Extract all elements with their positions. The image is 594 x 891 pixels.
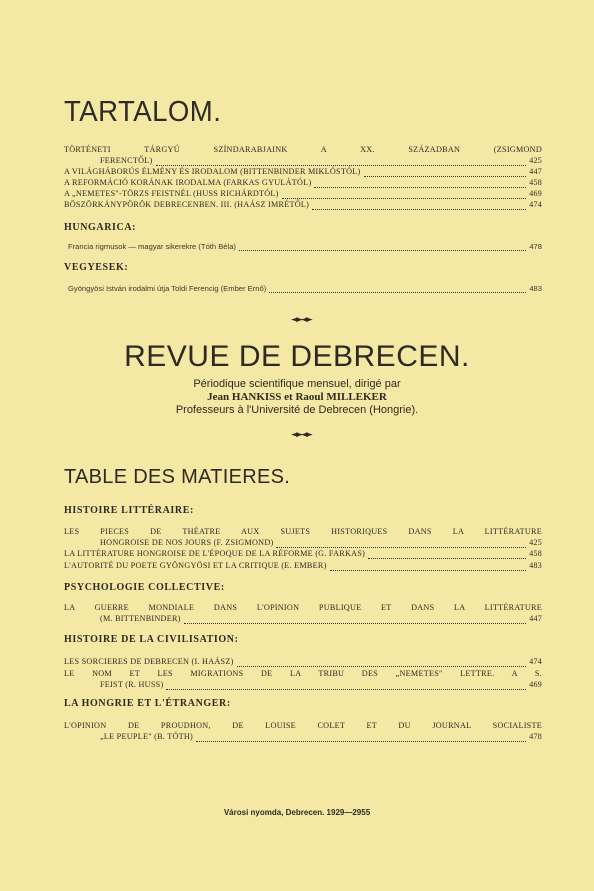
table-entry-3 xyxy=(64,560,542,571)
table-entry-text: L'AUTORITÉ DU POETE GYÖNGYÖSI ET LA CRITIQUE (E. EMBER) xyxy=(64,561,327,570)
dot-leader xyxy=(314,180,526,188)
dot-leader xyxy=(312,202,526,210)
table-entry-4 xyxy=(64,602,542,624)
page-number: 458 xyxy=(529,549,542,558)
dot-leader xyxy=(276,540,526,548)
dot-leader xyxy=(368,551,526,559)
table-entry-6 xyxy=(64,668,542,690)
section-heading-hongrie-etranger: LA HONGRIE ET L'ÉTRANGER: xyxy=(64,698,231,709)
page-number: 447 xyxy=(529,614,542,623)
table-entry-text-cont: „LE PEUPLE" (B. TÓTH) xyxy=(100,732,194,741)
dot-leader xyxy=(184,616,527,624)
revue-editors xyxy=(0,391,594,404)
revue-affiliation: Professeurs à l'Université de Debrecen (Hongrie). xyxy=(175,404,419,416)
dot-leader xyxy=(269,286,526,293)
page-number: 474 xyxy=(529,657,542,666)
page-number: 425 xyxy=(529,538,542,547)
section-heading-histoire-litteraire: HISTOIRE LITTÉRAIRE: xyxy=(64,505,194,516)
table-entry-5 xyxy=(64,656,542,667)
page-number: 478 xyxy=(529,732,542,741)
dot-leader xyxy=(196,734,526,742)
page-number: 469 xyxy=(529,680,542,689)
toc-entry-5 xyxy=(64,199,542,210)
page-number: 469 xyxy=(529,189,542,198)
section-heading-hungarica: HUNGARICA: xyxy=(64,222,137,233)
toc-entry-3 xyxy=(64,177,542,188)
printer-imprint: Városi nyomda, Debrecen. 1929—2955 xyxy=(223,808,371,817)
editors-names: Jean HANKISS et Raoul MILLEKER xyxy=(207,391,387,403)
toc-entry-text-cont: FERENCTŐL) xyxy=(100,156,153,165)
vegyesek-entry xyxy=(68,284,542,293)
table-entry-text: LA GUERRE MONDIALE DANS L'OPINION PUBLIQUE ET DANS LA LITTÉRATURE xyxy=(64,603,542,612)
toc-entry-4 xyxy=(64,188,542,199)
table-entry-text-cont: (M. BITTENBINDER) xyxy=(100,614,181,623)
dot-leader xyxy=(239,244,526,251)
section-heading-civilisation: HISTOIRE DE LA CIVILISATION: xyxy=(64,634,239,645)
table-entry-2 xyxy=(64,548,542,559)
table-entry-text: L'OPINION DE PROUDHON, DE LOUISE COLET ET DU JOURNAL SOCIALISTE xyxy=(64,721,542,730)
section-heading-vegyesek: VEGYESEK: xyxy=(64,262,129,273)
page-number: 483 xyxy=(529,561,542,570)
dot-leader xyxy=(364,169,527,177)
ornament-divider-2: ◄►◄► xyxy=(291,430,311,440)
toc-entry-text: BÖSZÖRKÁNYPÖRÖK DEBRECENBEN. III. (HAÁSZ IMRÉTŐL) xyxy=(64,200,310,209)
dot-leader xyxy=(237,659,527,667)
toc-entry-text: Francia rigmusok — magyar sikerekre (Tóth Béla) xyxy=(68,242,236,251)
hungarica-entry xyxy=(68,242,542,251)
table-entry-text: LES SORCIERES DE DEBRECEN (I. HAÁSZ) xyxy=(64,657,234,666)
toc-entry-text: A VILÁGHÁBORÚS ÉLMÉNY ÉS IRODALOM (BITTENBINDER MIKLÓSTÓL) xyxy=(64,167,361,176)
page-number: 425 xyxy=(529,156,542,165)
dot-leader xyxy=(282,191,527,199)
dot-leader xyxy=(166,682,526,690)
table-entry-1 xyxy=(64,526,542,548)
tartalom-title: TARTALOM. xyxy=(64,96,222,128)
toc-entry-text: TÖRTÉNETI TÁRGYÚ SZÍNDARABJAINK A XX. SZÁZADBAN (ZSIGMOND xyxy=(64,145,542,154)
table-entry-text-cont: HONGROISE DE NOS JOURS (F. ZSIGMOND) xyxy=(100,538,274,547)
table-entry-text: LA LITTÉRATURE HONGROISE DE L'ÉPOQUE DE LA RÉFORME (G. FARKAS) xyxy=(64,549,366,558)
page-number: 478 xyxy=(529,242,542,251)
toc-entry-text: Gyöngyösi István irodalmi útja Toldi Ferencig (Ember Ernő) xyxy=(68,284,267,293)
table-entry-text-cont: FEIST (R. HUSS) xyxy=(100,680,164,689)
table-des-matieres-title: TABLE DES MATIERES. xyxy=(64,466,291,488)
toc-entry-text: A „NEMETES"-TÖRZS FEISTNÉL (HUSS RICHÁRDTÓL) xyxy=(64,189,279,198)
page-number: 458 xyxy=(529,178,542,187)
table-entry-text: LE NOM ET LES MIGRATIONS DE LA TRIBU DES „NEMETES" LETTRE. A S. xyxy=(64,669,542,678)
revue-description: Périodique scientifique mensuel, dirigé par xyxy=(193,378,401,390)
ornament-divider: ◄►◄► xyxy=(291,315,311,325)
page-number: 483 xyxy=(529,284,542,293)
table-entry-text: LES PIECES DE THÉATRE AUX SUJETS HISTORIQUES DANS LA LITTÉRATURE xyxy=(64,527,542,536)
revue-title: REVUE DE DEBRECEN. xyxy=(124,340,470,373)
toc-entry-text: A REFORMÁCIÓ KORÁNAK IRODALMA (FARKAS GYULÁTÓL) xyxy=(64,178,312,187)
toc-entry-1 xyxy=(64,144,542,166)
table-entry-7 xyxy=(64,720,542,742)
page-number: 474 xyxy=(529,200,542,209)
section-heading-psychologie: PSYCHOLOGIE COLLECTIVE: xyxy=(64,582,225,593)
page-number: 447 xyxy=(529,167,542,176)
dot-leader xyxy=(156,158,527,166)
toc-entry-2 xyxy=(64,166,542,177)
dot-leader xyxy=(330,563,527,571)
